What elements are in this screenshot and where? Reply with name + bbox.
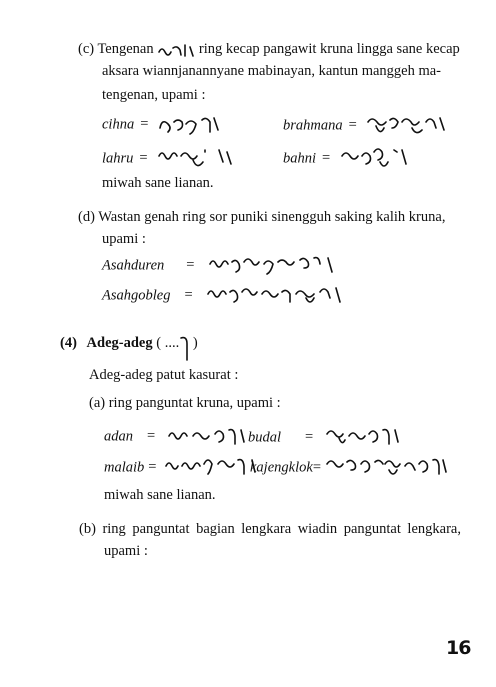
- section-c-line-1: (c) Tengenan ring kecap pangawit kruna lingga sane kecap: [78, 41, 460, 57]
- section-4-heading: (4) Adeg-adeg ( .... ): [60, 334, 198, 364]
- section-c-line-3: tengenan, upami :: [102, 87, 206, 103]
- page-number: 16: [446, 637, 471, 659]
- section-d-line-2: upami :: [102, 231, 146, 247]
- adeg-adeg-glyph: [179, 334, 189, 364]
- balinese-script-glyph: [325, 426, 401, 450]
- section-d-line-1: (d) Wastan genah ring sor puniki sinengguh saking kalih kruna,: [78, 209, 446, 225]
- example-adan: adan =: [104, 426, 247, 448]
- balinese-script-glyph: [366, 114, 448, 138]
- example-cihna: cihna =: [102, 114, 220, 136]
- example-asahgobleg: Asahgobleg =: [102, 284, 346, 308]
- example-bahni: bahni =: [283, 146, 410, 172]
- balinese-script-glyph: [167, 426, 247, 448]
- example-brahmana: brahmana =: [283, 114, 448, 138]
- example-budal: budal =: [248, 426, 401, 450]
- balinese-script-glyph: [340, 146, 410, 172]
- balinese-script-glyph: [325, 456, 449, 480]
- balinese-script-glyph: [164, 456, 260, 480]
- balinese-script-glyph: [157, 42, 195, 58]
- example-malaib: malaib =: [104, 456, 260, 480]
- section-4b-line-1: (b) ring panguntat bagian lengkara wiadin panguntat lengkara,: [79, 521, 461, 537]
- section-4-intro: Adeg-adeg patut kasurat :: [89, 367, 239, 383]
- section-4b-line-2: upami :: [104, 543, 148, 559]
- balinese-script-glyph: [206, 284, 346, 308]
- section-c-line-2: aksara wiannjanannyane mabinayan, kantun manggeh ma-: [102, 63, 442, 79]
- balinese-script-glyph: [157, 146, 243, 172]
- example-lahru: lahru =: [102, 146, 243, 172]
- balinese-script-glyph: [158, 114, 220, 136]
- example-asahduren: Asahduren =: [102, 254, 338, 278]
- example-kajengklok: kajengklok=: [250, 456, 449, 480]
- balinese-script-glyph: [208, 254, 338, 278]
- section-c-closing: miwah sane lianan.: [102, 175, 214, 191]
- section-4a-closing: miwah sane lianan.: [104, 487, 216, 503]
- section-4a-label: (a) ring panguntat kruna, upami :: [89, 395, 281, 411]
